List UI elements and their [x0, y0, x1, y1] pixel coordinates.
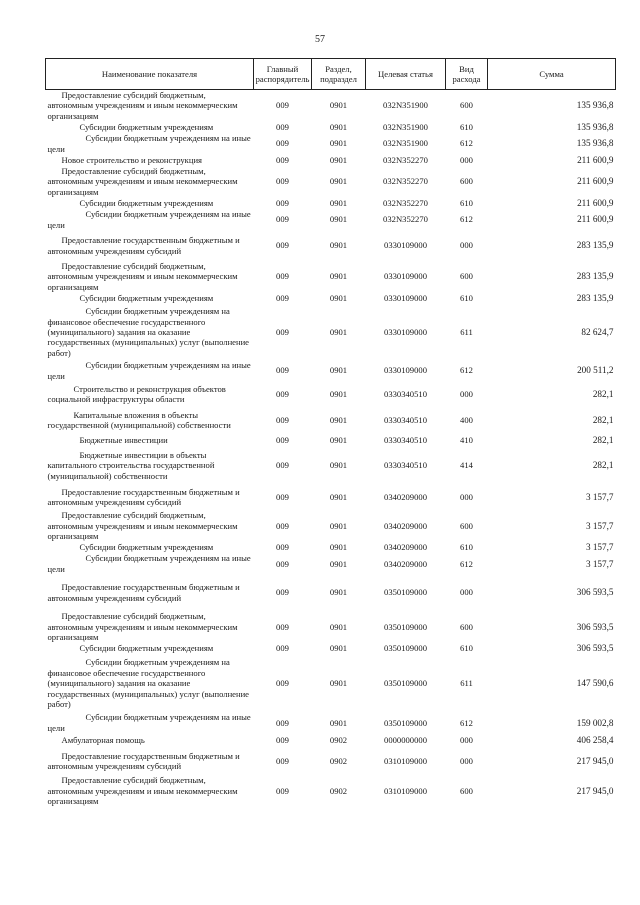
row-indicator-name	[46, 574, 254, 611]
row-indicator-text: Новое строительство и реконструкция	[61, 154, 202, 165]
row-cs: 0340209000	[384, 520, 427, 531]
row-cs: 0310109000	[384, 785, 427, 796]
row-vr: 600	[460, 785, 473, 796]
row-cs: 0330340510	[384, 388, 427, 399]
row-indicator-name	[46, 230, 254, 261]
row-gr: 009	[276, 214, 289, 225]
header-section: Раздел, подраздел	[312, 59, 366, 90]
row-indicator-text: Бюджетные инвестиции	[79, 434, 168, 445]
row-sum: 147 590,6	[576, 678, 614, 689]
row-indicator-name	[46, 747, 254, 775]
row-vr: 600	[460, 520, 473, 531]
row-vr: 000	[460, 388, 473, 399]
table-row	[46, 360, 616, 381]
row-razdel: 0901	[329, 327, 348, 338]
row-vr: 400	[460, 414, 473, 425]
row-gr: 009	[276, 414, 289, 425]
row-indicator-text: Субсидии бюджетным учреждениям на иные цели	[47, 712, 251, 733]
table-row	[46, 90, 616, 122]
row-indicator-text: Субсидии бюджетным учреждениям на финансовое обеспечение государственного (муниципального) задания на оказание государственных (муниципальных) услуг (выполнение работ)	[47, 657, 249, 709]
row-gr: 009	[276, 271, 289, 282]
table-row	[46, 775, 616, 806]
table-row	[46, 433, 616, 447]
row-indicator-text: Предоставление субсидий бюджетным, автономным учреждениям и иным некоммерческим организациям	[47, 261, 238, 292]
row-cs: 0350109000	[384, 587, 427, 598]
table-row	[46, 261, 616, 292]
row-vr: 611	[460, 678, 473, 689]
row-vr: 612	[460, 717, 473, 728]
row-indicator-name	[46, 133, 254, 154]
row-razdel: 0901	[329, 122, 348, 133]
row-vr: 612	[460, 365, 473, 376]
row-vr: 410	[460, 434, 473, 445]
row-indicator-text: Субсидии бюджетным учреждениям на финансовое обеспечение государственного (муниципального) задания на оказание государственных (муниципальных) услуг (выполнение работ)	[47, 306, 249, 358]
table-row	[46, 166, 616, 197]
page-number: 57	[315, 34, 325, 45]
row-razdel: 0901	[329, 678, 348, 689]
row-indicator-name	[46, 775, 254, 806]
table-row	[46, 121, 616, 133]
row-indicator-text: Субсидии бюджетным учреждениям	[79, 293, 214, 304]
row-vr: 000	[460, 587, 473, 598]
table-row	[46, 292, 616, 304]
row-razdel: 0901	[329, 434, 348, 445]
row-vr: 600	[460, 100, 473, 111]
table-row	[46, 712, 616, 733]
row-indicator-name	[46, 261, 254, 292]
row-indicator-name	[46, 304, 254, 360]
row-razdel: 0901	[329, 198, 348, 209]
row-vr: 000	[460, 154, 473, 165]
row-vr: 612	[460, 138, 473, 149]
row-sum: 306 593,5	[576, 587, 614, 598]
table-body	[46, 90, 616, 807]
row-razdel: 0901	[329, 365, 348, 376]
row-razdel: 0901	[329, 240, 348, 251]
table-row	[46, 611, 616, 642]
row-razdel: 0901	[329, 388, 348, 399]
row-indicator-name	[46, 733, 254, 747]
table-row	[46, 407, 616, 433]
row-vr: 610	[460, 293, 473, 304]
row-sum: 211 600,9	[577, 198, 614, 209]
row-cs: 0330109000	[384, 271, 427, 282]
row-indicator-name	[46, 166, 254, 197]
row-vr: 600	[460, 271, 473, 282]
table-row	[46, 654, 616, 712]
row-gr: 009	[276, 520, 289, 531]
row-indicator-name	[46, 360, 254, 381]
row-indicator-text: Предоставление государственным бюджетным и автономным учреждениям субсидий	[47, 235, 240, 256]
table-row	[46, 154, 616, 166]
row-gr: 009	[276, 327, 289, 338]
row-gr: 009	[276, 460, 289, 471]
row-gr: 009	[276, 542, 289, 553]
table-row	[46, 381, 616, 407]
row-indicator-text: Субсидии бюджетным учреждениям	[79, 542, 214, 553]
row-gr: 009	[276, 154, 289, 165]
row-indicator-text: Субсидии бюджетным учреждениям на иные цели	[47, 209, 251, 230]
row-vr: 600	[460, 621, 473, 632]
row-indicator-name	[46, 447, 254, 484]
row-cs: 0330340510	[384, 460, 427, 471]
row-indicator-text: Субсидии бюджетным учреждениям на иные цели	[47, 360, 251, 381]
row-razdel: 0901	[329, 271, 348, 282]
row-gr: 009	[276, 643, 289, 654]
row-gr: 009	[276, 755, 289, 766]
header-main-manager: Главный распорядитель	[254, 59, 312, 90]
row-vr: 611	[460, 327, 473, 338]
row-gr: 009	[276, 388, 289, 399]
row-sum: 3 157,7	[585, 542, 614, 553]
row-cs: 032N352270	[383, 198, 428, 209]
table-row	[46, 230, 616, 261]
row-sum: 135 936,8	[576, 122, 614, 133]
row-indicator-text: Предоставление субсидий бюджетным, автономным учреждениям и иным некоммерческим организациям	[47, 166, 238, 197]
row-razdel: 0901	[329, 414, 348, 425]
row-vr: 000	[460, 755, 473, 766]
row-razdel: 0901	[329, 138, 348, 149]
row-cs: 0350109000	[384, 678, 427, 689]
row-indicator-name	[46, 209, 254, 230]
row-indicator-text: Амбулаторная помощь	[61, 734, 145, 745]
row-indicator-name	[46, 121, 254, 133]
row-razdel: 0901	[329, 491, 348, 502]
row-gr: 009	[276, 678, 289, 689]
row-razdel: 0901	[329, 621, 348, 632]
row-sum: 135 936,8	[576, 100, 614, 111]
table-row	[46, 209, 616, 230]
row-sum: 306 593,5	[576, 621, 614, 632]
row-indicator-text: Предоставление субсидий бюджетным, автономным учреждениям и иным некоммерческим организациям	[47, 775, 238, 806]
row-razdel: 0901	[329, 176, 348, 187]
row-indicator-name	[46, 611, 254, 642]
table-row	[46, 484, 616, 510]
row-cs: 0350109000	[384, 621, 427, 632]
row-indicator-name	[46, 197, 254, 209]
row-gr: 009	[276, 558, 289, 569]
row-razdel: 0901	[329, 293, 348, 304]
table-row	[46, 733, 616, 747]
row-cs: 032N352270	[383, 176, 428, 187]
row-indicator-name	[46, 292, 254, 304]
row-gr: 009	[276, 198, 289, 209]
row-cs: 0330109000	[384, 293, 427, 304]
row-cs: 0340209000	[384, 491, 427, 502]
row-sum: 282,1	[592, 388, 614, 399]
row-razdel: 0901	[329, 587, 348, 598]
table-row	[46, 304, 616, 360]
row-gr: 009	[276, 138, 289, 149]
row-indicator-name	[46, 712, 254, 733]
row-indicator-text: Бюджетные инвестиции в объекты капитального строительства государственной (муниципальной) собственности	[47, 449, 215, 481]
row-gr: 009	[276, 785, 289, 796]
row-sum: 200 511,2	[577, 365, 614, 376]
table-row	[46, 747, 616, 775]
row-indicator-text: Капитальные вложения в объекты государственной (муниципальной) собственности	[47, 409, 231, 431]
row-gr: 009	[276, 717, 289, 728]
row-cs: 0330109000	[384, 327, 427, 338]
row-vr: 600	[460, 176, 473, 187]
table-row	[46, 642, 616, 654]
row-indicator-name	[46, 553, 254, 574]
row-sum: 211 600,9	[577, 176, 614, 187]
row-razdel: 0901	[329, 214, 348, 225]
row-indicator-name	[46, 381, 254, 407]
row-razdel: 0901	[329, 100, 348, 111]
row-cs: 0330109000	[384, 365, 427, 376]
row-cs: 0330340510	[384, 434, 427, 445]
row-gr: 009	[276, 100, 289, 111]
row-gr: 009	[276, 491, 289, 502]
row-cs: 0350109000	[384, 717, 427, 728]
row-indicator-name	[46, 90, 254, 122]
row-indicator-text: Предоставление субсидий бюджетным, автономным учреждениям и иным некоммерческим организациям	[47, 90, 238, 121]
row-sum: 211 600,9	[577, 154, 614, 165]
table-row	[46, 553, 616, 574]
row-indicator-text: Строительство и реконструкция объектов социальной инфраструктуры области	[47, 383, 226, 405]
row-indicator-text: Субсидии бюджетным учреждениям	[79, 643, 214, 654]
row-sum: 283 135,9	[576, 240, 614, 251]
row-vr: 610	[460, 643, 473, 654]
header-target-article: Целевая статья	[366, 59, 446, 90]
row-indicator-text: Субсидии бюджетным учреждениям на иные цели	[47, 553, 251, 574]
row-vr: 612	[460, 214, 473, 225]
row-indicator-text: Предоставление субсидий бюджетным, автономным учреждениям и иным некоммерческим организациям	[47, 611, 238, 642]
row-vr: 000	[460, 734, 473, 745]
row-razdel: 0901	[329, 520, 348, 531]
table-row	[46, 541, 616, 553]
row-gr: 009	[276, 122, 289, 133]
row-sum: 82 624,7	[581, 327, 614, 338]
row-sum: 282,1	[592, 460, 614, 471]
row-razdel: 0901	[329, 542, 348, 553]
row-indicator-name	[46, 642, 254, 654]
row-sum: 211 600,9	[577, 214, 614, 225]
row-cs: 032N351900	[383, 100, 428, 111]
row-vr: 610	[460, 198, 473, 209]
table-row	[46, 447, 616, 484]
header-sum: Сумма	[488, 59, 616, 90]
row-gr: 009	[276, 240, 289, 251]
row-cs: 032N351900	[383, 122, 428, 133]
row-sum: 217 945,0	[576, 755, 614, 766]
row-indicator-name	[46, 541, 254, 553]
header-expense-type: Вид расхода	[446, 59, 488, 90]
row-razdel: 0902	[329, 734, 348, 745]
row-gr: 009	[276, 587, 289, 598]
row-sum: 3 157,7	[585, 491, 614, 502]
row-vr: 000	[460, 491, 473, 502]
row-indicator-name	[46, 510, 254, 541]
table-row	[46, 574, 616, 611]
row-razdel: 0901	[329, 643, 348, 654]
row-indicator-text: Субсидии бюджетным учреждениям	[79, 198, 214, 209]
table-row	[46, 133, 616, 154]
row-gr: 009	[276, 621, 289, 632]
row-gr: 009	[276, 734, 289, 745]
row-vr: 612	[460, 558, 473, 569]
row-gr: 009	[276, 365, 289, 376]
row-indicator-name	[46, 407, 254, 433]
row-indicator-name	[46, 433, 254, 447]
row-vr: 610	[460, 122, 473, 133]
row-indicator-text: Предоставление государственным бюджетным и автономным учреждениям субсидий	[47, 750, 240, 772]
row-cs: 0330109000	[384, 240, 427, 251]
row-cs: 0310109000	[384, 755, 427, 766]
row-razdel: 0901	[329, 558, 348, 569]
row-indicator-name	[46, 154, 254, 166]
row-sum: 283 135,9	[576, 293, 614, 304]
row-indicator-name	[46, 654, 254, 712]
row-indicator-text: Субсидии бюджетным учреждениям на иные цели	[47, 133, 251, 154]
row-cs: 032N351900	[383, 138, 428, 149]
budget-table	[45, 58, 616, 806]
row-sum: 282,1	[592, 414, 614, 425]
row-sum: 3 157,7	[585, 520, 614, 531]
row-sum: 3 157,7	[585, 558, 614, 569]
row-cs: 032N352270	[383, 154, 428, 165]
row-gr: 009	[276, 176, 289, 187]
row-sum: 217 945,0	[576, 785, 614, 796]
row-sum: 306 593,5	[576, 643, 614, 654]
row-sum: 283 135,9	[576, 271, 614, 282]
row-indicator-text: Предоставление государственным бюджетным и автономным учреждениям субсидий	[47, 486, 240, 508]
header-indicator-name: Наименование показателя	[46, 59, 254, 90]
row-gr: 009	[276, 434, 289, 445]
row-sum: 135 936,8	[576, 138, 614, 149]
row-razdel: 0901	[329, 460, 348, 471]
row-vr: 610	[460, 542, 473, 553]
row-cs: 0000000000	[384, 734, 427, 745]
row-gr: 009	[276, 293, 289, 304]
table-header-row	[46, 59, 616, 90]
table-row	[46, 197, 616, 209]
row-vr: 414	[460, 460, 473, 471]
row-sum: 159 002,8	[576, 717, 614, 728]
row-vr: 000	[460, 240, 473, 251]
row-cs: 032N352270	[383, 214, 428, 225]
row-sum: 282,1	[592, 434, 614, 445]
row-indicator-name	[46, 484, 254, 510]
row-cs: 0350109000	[384, 643, 427, 654]
row-razdel: 0901	[329, 717, 348, 728]
row-indicator-text: Субсидии бюджетным учреждениям	[79, 122, 214, 133]
row-razdel: 0902	[329, 785, 348, 796]
row-cs: 0340209000	[384, 558, 427, 569]
row-razdel: 0902	[329, 755, 348, 766]
row-cs: 0340209000	[384, 542, 427, 553]
row-indicator-text: Предоставление государственным бюджетным и автономным учреждениям субсидий	[47, 582, 240, 603]
row-sum: 406 258,4	[576, 734, 614, 745]
row-indicator-text: Предоставление субсидий бюджетным, автономным учреждениям и иным некоммерческим организациям	[47, 510, 238, 541]
row-cs: 0330340510	[384, 414, 427, 425]
table-row	[46, 510, 616, 541]
row-razdel: 0901	[329, 154, 348, 165]
